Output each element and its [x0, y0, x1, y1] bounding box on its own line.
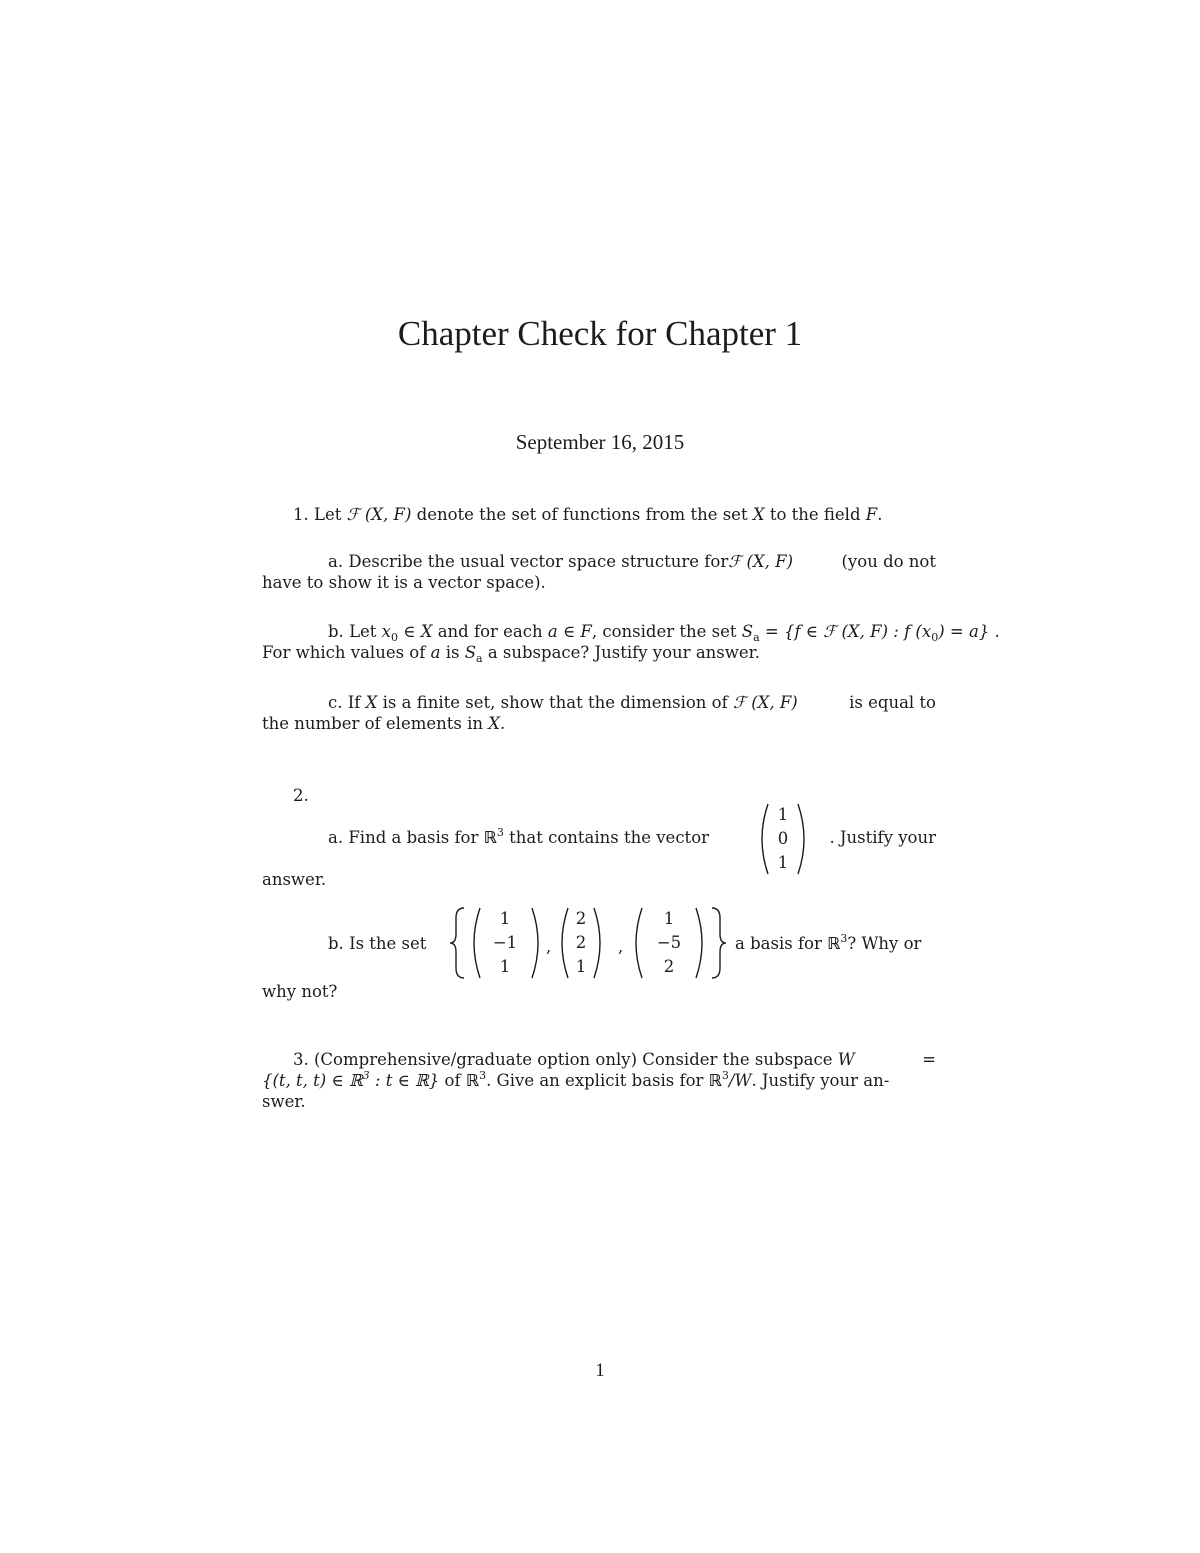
vec-a-entry: 1: [777, 853, 789, 872]
v1-entry: 1: [499, 957, 511, 976]
comma: ,: [618, 937, 624, 956]
q1-intro: 1. Let ℱ (X, F) denote the set of functions from the set X to the field F.: [293, 505, 883, 524]
comma: ,: [546, 937, 552, 956]
v1-left-paren: [474, 908, 480, 978]
v2-right-paren: [594, 908, 600, 978]
q2-part-b-lead: b. Is the set: [328, 934, 427, 953]
vec-a-entry: 1: [777, 805, 789, 824]
vec-a-entry: 0: [777, 829, 789, 848]
q2-part-a-line2: answer.: [262, 870, 327, 889]
v3-left-paren: [636, 908, 642, 978]
v1-entry: 1: [499, 909, 511, 928]
document-date: September 16, 2015: [515, 430, 685, 454]
left-brace: [450, 908, 464, 978]
document-title: Chapter Check for Chapter 1: [397, 314, 803, 353]
q2-number: 2.: [293, 786, 309, 805]
v1-right-paren: [532, 908, 538, 978]
q1-part-b: b. Let $x_0$ ∈ X and for each a ∈ F, consider the set $S_a = \{f$ ∈ ℱ (X, F) : f $(x_0) = a$} . For which values of a is $S_a$ a subspace? Justify your answer.: [262, 622, 1000, 665]
v2-left-paren: [562, 908, 568, 978]
v3-entry: 1: [663, 909, 675, 928]
right-brace: [712, 908, 726, 978]
v3-entry: −5: [656, 933, 682, 952]
v2-entry: 2: [575, 909, 587, 928]
v3-entry: 2: [663, 957, 675, 976]
v2-entry: 2: [575, 933, 587, 952]
q2a-column-vector: [754, 800, 814, 878]
q2-part-a: a. Find a basis for ℝ$^3$ that contains the vector . Justify your: [328, 826, 936, 847]
left-paren: [762, 804, 768, 874]
q2-part-b-line2: why not?: [262, 982, 338, 1001]
q1-part-a: a. Describe the usual vector space structure forℱ (X, F) (you do not have to show it is a vector space).: [262, 552, 936, 592]
q1-part-c: c. If X is a finite set, show that the dimension of ℱ (X, F) is equal to the number of elements in X.: [262, 693, 936, 733]
v1-entry: −1: [492, 933, 518, 952]
page-number: 1: [595, 1360, 605, 1381]
q2b-vector-set: [448, 904, 732, 982]
v2-entry: 1: [575, 957, 587, 976]
q2-part-b-tail: a basis for ℝ$^3$? Why or: [735, 932, 922, 953]
q3: 3. (Comprehensive/graduate option only) Consider the subspace W = {(t, t, t) ∈ ℝ$^3$ : t ∈ ℝ} of ℝ$^3$. Give an explicit basis for ℝ$^3$/W. Justify your an- swer.: [262, 1050, 936, 1111]
right-paren: [798, 804, 804, 874]
v3-right-paren: [696, 908, 702, 978]
